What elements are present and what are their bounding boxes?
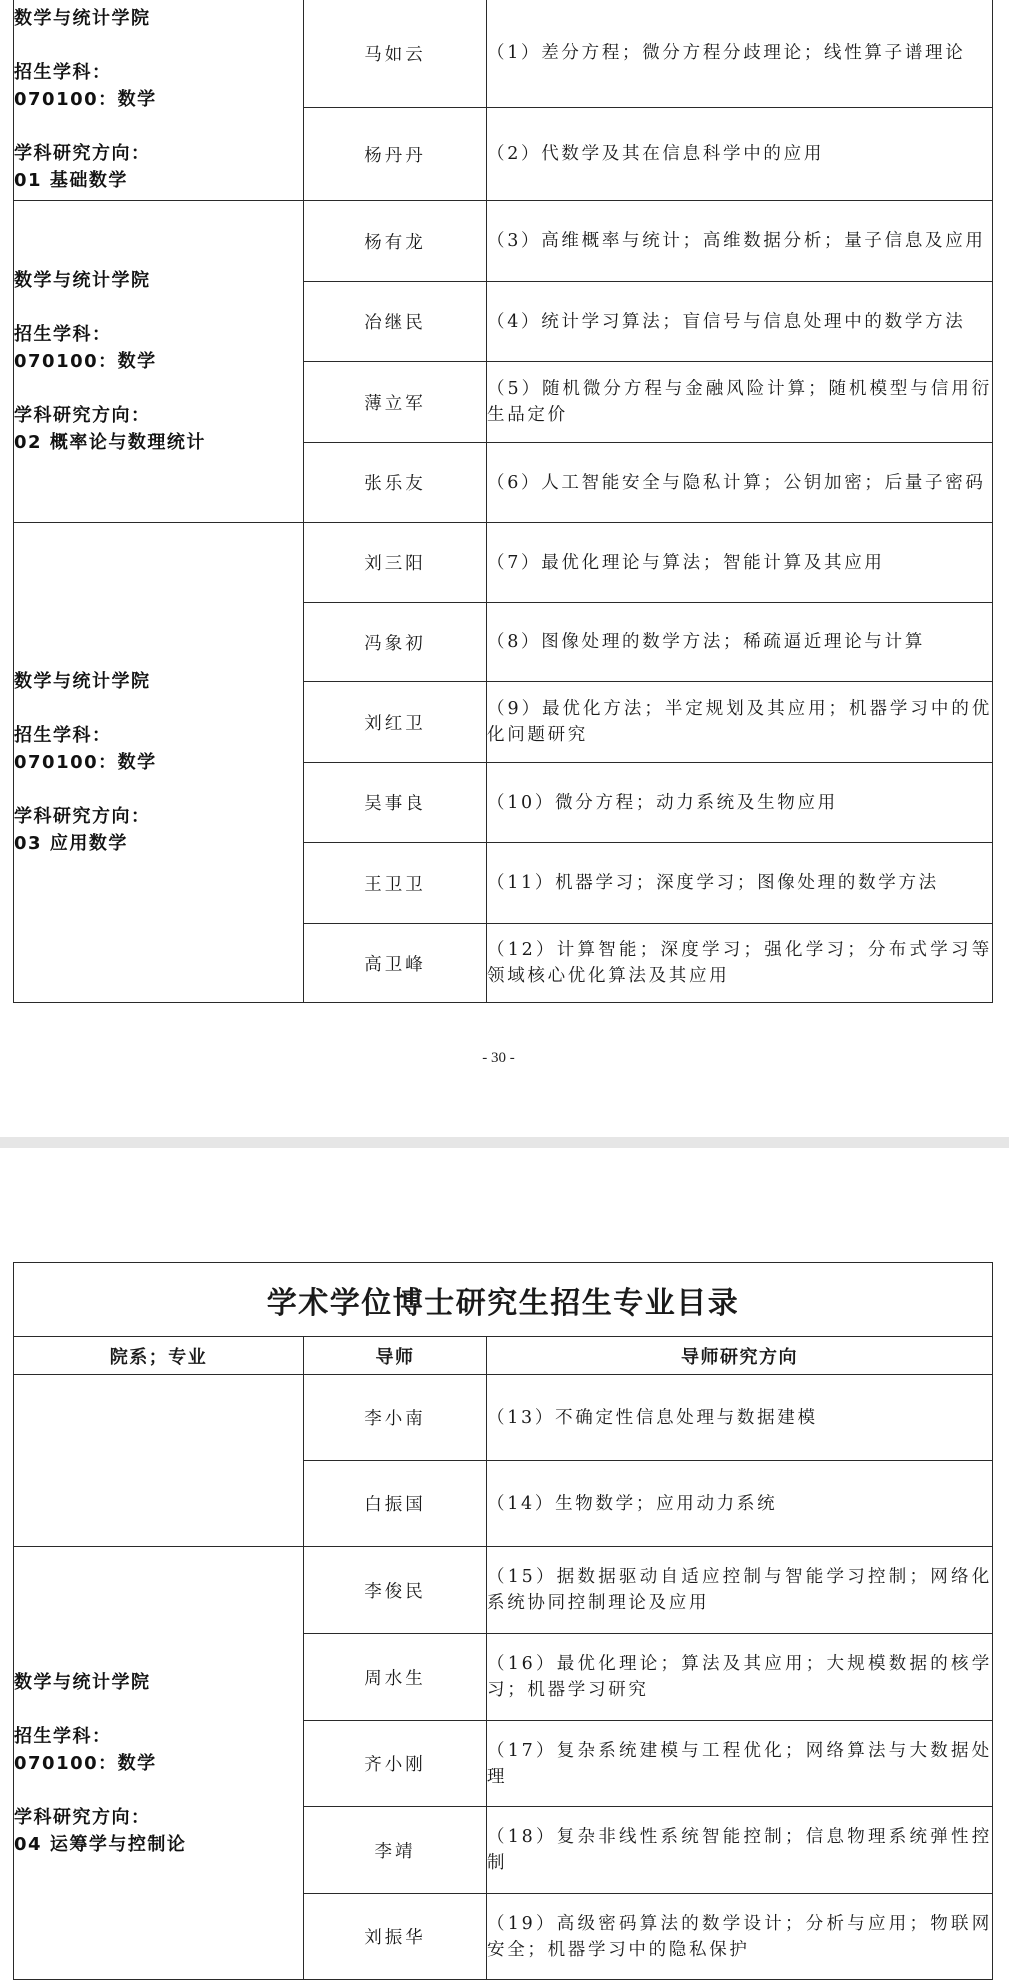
- catalog-title: 学术学位博士研究生招生专业目录: [14, 1263, 993, 1337]
- research-direction: （14）生物数学；应用动力系统: [487, 1461, 993, 1547]
- research-direction: （5）随机微分方程与金融风险计算；随机模型与信用衍生品定价: [487, 362, 993, 443]
- research-direction: （8）图像处理的数学方法；稀疏逼近理论与计算: [487, 603, 993, 682]
- research-direction: （10）微分方程；动力系统及生物应用: [487, 763, 993, 843]
- advisor-name: 高卫峰: [304, 924, 487, 1003]
- advisor-name: 李俊民: [304, 1547, 487, 1634]
- research-field: 01 基础数学: [14, 170, 128, 191]
- research-direction: （16）最优化理论；算法及其应用；大规模数据的核学习；机器学习研究: [487, 1634, 993, 1721]
- advisor-row: [14, 1547, 993, 1634]
- research-field: 02 概率论与数理统计: [14, 432, 206, 453]
- advisor-row: [14, 201, 993, 282]
- advisor-name: 刘振华: [304, 1894, 487, 1980]
- direction-label: 学科研究方向：: [14, 143, 151, 164]
- research-direction: （3）高维概率与统计；高维数据分析；量子信息及应用: [487, 201, 993, 282]
- research-direction: （12）计算智能；深度学习；强化学习；分布式学习等领域核心优化算法及其应用: [487, 924, 993, 1003]
- research-direction: （13）不确定性信息处理与数据建模: [487, 1375, 993, 1461]
- research-direction: （9）最优化方法；半定规划及其应用；机器学习中的优化问题研究: [487, 682, 993, 763]
- advisor-name: 杨丹丹: [304, 108, 487, 201]
- subject-code: 070100：数学: [14, 1752, 157, 1774]
- advisor-name: 刘红卫: [304, 682, 487, 763]
- research-direction: （18）复杂非线性系统智能控制；信息物理系统弹性控制: [487, 1807, 993, 1894]
- advisor-name: 王卫卫: [304, 843, 487, 924]
- advisor-row: [14, 0, 993, 108]
- header-dept-major: 院系；专业: [14, 1337, 304, 1375]
- direction-label: 学科研究方向：: [14, 405, 151, 426]
- header-row: [14, 1337, 993, 1375]
- advisor-name: 周水生: [304, 1634, 487, 1721]
- dept-name: 数学与统计学院: [14, 270, 151, 291]
- direction-label: 学科研究方向：: [14, 806, 151, 827]
- dept-major-cell: [14, 201, 304, 523]
- research-direction: （7）最优化理论与算法；智能计算及其应用: [487, 523, 993, 603]
- research-direction: （19）高级密码算法的数学设计；分析与应用；物联网安全；机器学习中的隐私保护: [487, 1894, 993, 1980]
- advisor-name: 刘三阳: [304, 523, 487, 603]
- research-field: 04 运筹学与控制论: [14, 1833, 187, 1855]
- direction-label: 学科研究方向：: [14, 1806, 151, 1828]
- dept-name: 数学与统计学院: [14, 1671, 151, 1693]
- page-number: - 30 -: [482, 1050, 515, 1066]
- advisor-name: 冶继民: [304, 282, 487, 362]
- research-direction: （6）人工智能安全与隐私计算；公钥加密；后量子密码: [487, 443, 993, 523]
- research-direction: （17）复杂系统建模与工程优化；网络算法与大数据处理: [487, 1721, 993, 1807]
- subject-code: 070100：数学: [14, 752, 157, 773]
- page-separator: [0, 1137, 1009, 1148]
- advisor-name: 薄立军: [304, 362, 487, 443]
- research-direction: （15）据数据驱动自适应控制与智能学习控制；网络化系统协同控制理论及应用: [487, 1547, 993, 1634]
- research-direction: （2）代数学及其在信息科学中的应用: [487, 108, 993, 201]
- research-direction: （1）差分方程；微分方程分歧理论；线性算子谱理论: [487, 0, 993, 108]
- title-row: [14, 1263, 993, 1337]
- dept-major-cell: [14, 0, 304, 201]
- header-research-direction: 导师研究方向: [487, 1337, 993, 1375]
- subject-code: 070100：数学: [14, 89, 157, 110]
- subject-label: 招生学科：: [14, 324, 112, 345]
- subject-label: 招生学科：: [14, 725, 112, 746]
- advisor-name: 张乐友: [304, 443, 487, 523]
- research-direction: （11）机器学习；深度学习；图像处理的数学方法: [487, 843, 993, 924]
- subject-label: 招生学科：: [14, 1725, 112, 1747]
- advisor-name: 冯象初: [304, 603, 487, 682]
- dept-name: 数学与统计学院: [14, 671, 151, 692]
- dept-major-cell: [14, 1375, 304, 1547]
- research-direction: （4）统计学习算法；盲信号与信息处理中的数学方法: [487, 282, 993, 362]
- admissions-table-upper: [13, 0, 993, 1003]
- admissions-table-lower: [13, 1262, 993, 1980]
- subject-label: 招生学科：: [14, 62, 112, 83]
- header-advisor: 导师: [304, 1337, 487, 1375]
- dept-major-cell: [14, 1547, 304, 1980]
- advisor-row: [14, 1375, 993, 1461]
- advisor-name: 白振国: [304, 1461, 487, 1547]
- advisor-name: 杨有龙: [304, 201, 487, 282]
- subject-code: 070100：数学: [14, 351, 157, 372]
- advisor-name: 齐小刚: [304, 1721, 487, 1807]
- advisor-name: 马如云: [304, 0, 487, 108]
- advisor-name: 李小南: [304, 1375, 487, 1461]
- research-field: 03 应用数学: [14, 833, 128, 854]
- advisor-name: 吴事良: [304, 763, 487, 843]
- advisor-row: [14, 523, 993, 603]
- dept-major-cell: [14, 523, 304, 1003]
- advisor-name: 李靖: [304, 1807, 487, 1894]
- dept-name: 数学与统计学院: [14, 8, 151, 29]
